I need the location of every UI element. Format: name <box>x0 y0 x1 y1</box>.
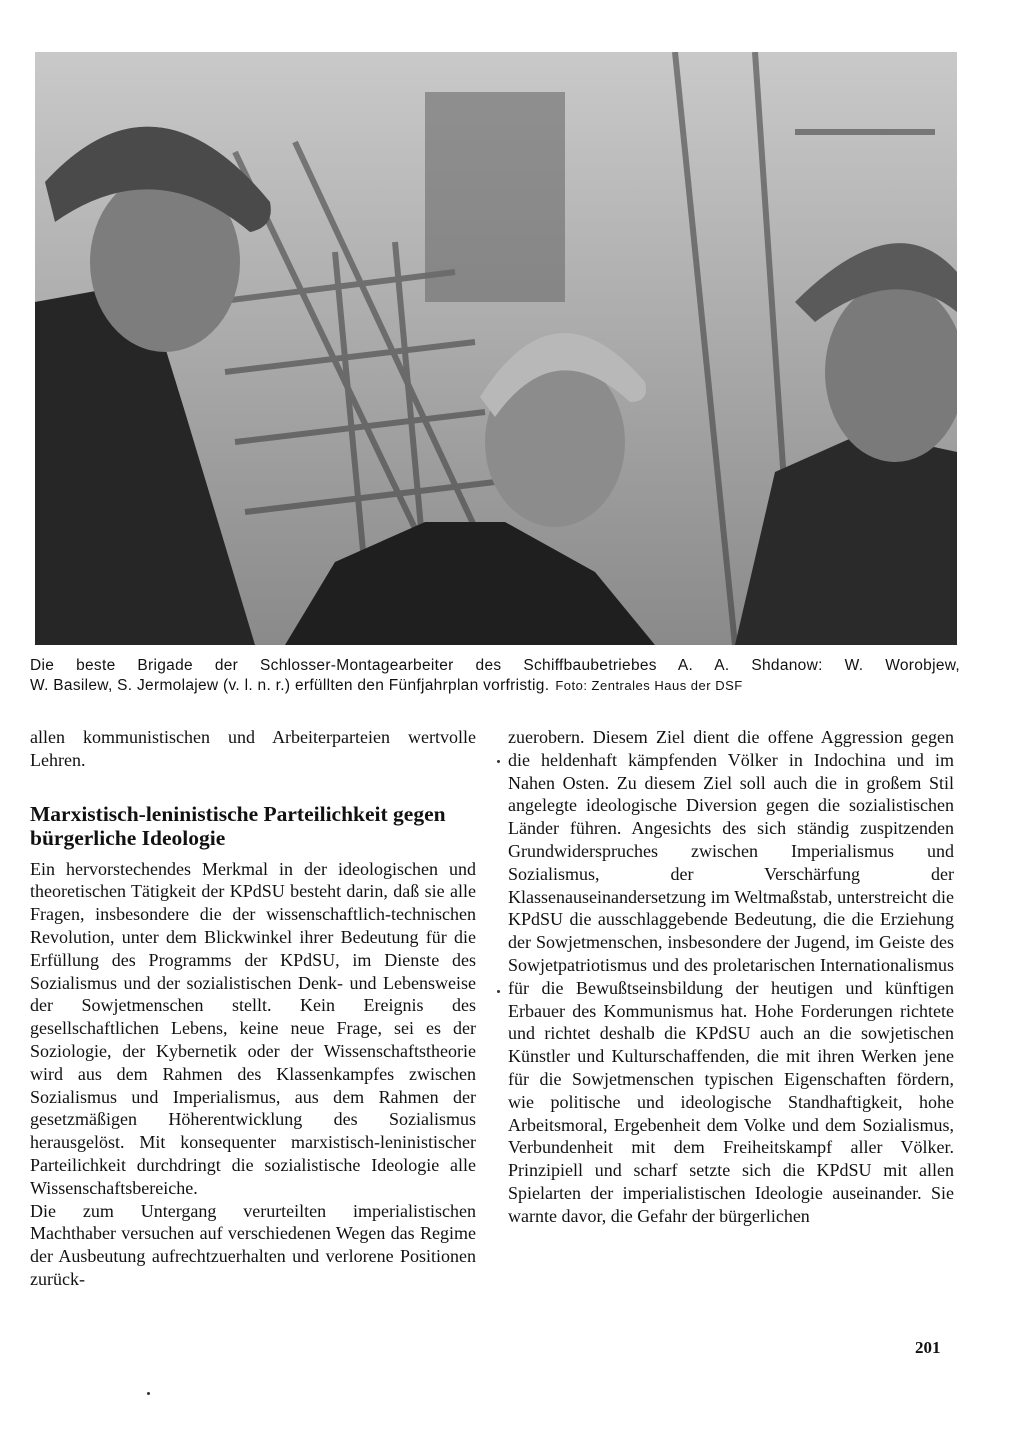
photograph <box>35 52 957 645</box>
photograph-icon <box>35 52 957 645</box>
body-paragraph-3: zuerobern. Diesem Ziel dient die offene Aggression gegen die heldenhaft kämpfenden Völker in Indochina und im Nahen Osten. Zu diesem Ziel soll auch die in großem Stil angelegte ideologische Diversion gegen die sozialistischen Länder führen. Angesichts des sich ständig zuspitzenden Grundwiderspruches zwischen Imperialismus und Sozialismus, der Verschärfung der Klassenauseinandersetzung im Weltmaßstab, unterstreicht die KPdSU die ausschlaggebende Bedeutung, die die Erziehung der Sowjetmenschen, insbesondere der Jugend, im Geiste des Sowjetpatriotismus und des proletarischen Internationalismus für die Bewußtseinsbildung der heutigen und künftigen Erbauer des Kommunismus hat. Hohe Forderungen richtete und richtet deshalb die KPdSU auch an die sowjetischen Künstler und Kulturschaffenden, die mit ihren Werken jene für die Sowjetmenschen typischen Eigenschaften fördern, wie politische und ideologische Standhaftigkeit, hohe Arbeitsmoral, Ergebenheit dem Volke und dem Sozialismus, Verbundenheit mit dem Freiheitskampf aller Völker. Prinzipiell und scharf setzte sich die KPdSU mit allen Spielarten der imperialistischen Ideologie auseinander. Sie warnte davor, die Gefahr der bürgerlichen <box>508 727 954 1226</box>
right-column <box>508 726 954 1228</box>
photo-credit: Foto: Zentrales Haus der DSF <box>555 678 743 693</box>
intro-paragraph: allen kommunistischen und Arbeiterparteien wertvolle Lehren. <box>30 727 476 770</box>
body-paragraph-1: Ein hervorstechendes Merkmal in der ideologischen und theoretischen Tätigkeit der KPdSU besteht darin, daß sie alle Fragen, insbesondere die der wissenschaftlich-technischen Revolution, unter dem Blickwinkel ihrer Bedeutung für die Erfüllung des Programms der KPdSU, im Dienste des Sozialismus und der sozialistischen Denk- und Lebensweise der Sowjetmenschen stellt. Kein Ereignis des gesellschaftlichen Lebens, keine neue Frage, sei es der Soziologie, der Kybernetik oder der Wissenschaftstheorie wird aus dem Rahmen des Klassenkampfes zwischen Sozialismus und Imperialismus, aus dem Rahmen der gesetzmäßigen Höherentwicklung des Sozialismus herausgelöst. Mit konsequenter marxistisch-leninistischer Parteilichkeit durchdringt die sozialistische Ideologie alle Wissenschaftsbereiche. <box>30 858 476 1198</box>
caption-line-1: Die beste Brigade der Schlosser-Montagearbeiter des Schiffbaubetriebes A. A. Shdanow: W. Worobjew, <box>30 657 960 674</box>
page-number: 201 <box>915 1338 941 1357</box>
left-column <box>30 726 476 1291</box>
section-heading: Marxistisch-leninistische Parteilichkeit gegen bürgerliche Ideologie <box>30 801 446 850</box>
print-mark <box>497 760 500 763</box>
caption-line-2-text: W. Basilew, S. Jermolajew (v. l. n. r.) erfüllten den Fünfjahrplan vorfristig. <box>30 677 550 694</box>
caption-line-2 <box>30 676 960 696</box>
print-mark <box>147 1392 150 1395</box>
photo-caption <box>30 656 960 696</box>
print-mark <box>497 990 500 993</box>
body-paragraph-2: Die zum Untergang verurteilten imperialistischen Machthaber versuchen auf verschiedenen Wegen das Regime der Ausbeutung aufrechtzuerhalten und verlorene Positionen zurück- <box>30 1200 476 1289</box>
